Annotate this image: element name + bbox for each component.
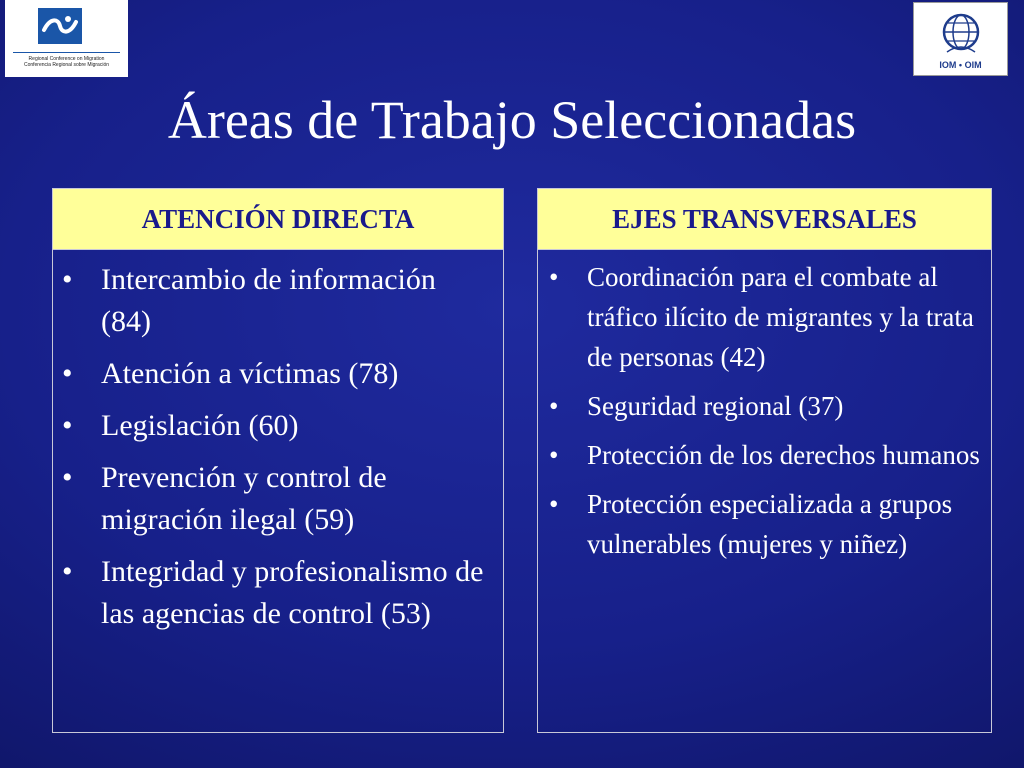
bullet-icon: • [549, 440, 559, 470]
bullet-icon: • [549, 391, 559, 421]
bullet-icon: • [62, 263, 73, 296]
list-item [53, 405, 503, 447]
rcm-logo-caption [5, 56, 128, 68]
iom-logo-label: IOM • OIM [939, 60, 982, 70]
rcm-logo-divider [13, 52, 120, 53]
list-item-text: Seguridad regional (37) [587, 391, 844, 421]
list-item [53, 551, 503, 635]
list-item-text: Prevención y control de migración ilegal (59) [101, 461, 387, 536]
list-item [538, 435, 991, 475]
list-item-text: Coordinación para el combate al tráfico ilícito de migrantes y la trata de personas (42) [587, 262, 974, 372]
list-item-text: Atención a víctimas (78) [101, 357, 399, 390]
bullet-icon: • [549, 262, 559, 292]
list-item [53, 457, 503, 541]
list-item-text: Protección especializada a grupos vulnerables (mujeres y niñez) [587, 489, 953, 559]
atencion-directa-panel [52, 188, 504, 733]
list-item-text: Intercambio de información (84) [101, 263, 436, 338]
atencion-directa-header: ATENCIÓN DIRECTA [53, 189, 503, 250]
ejes-transversales-list [538, 250, 991, 564]
list-item-text: Integridad y profesionalismo de las agencias de control (53) [101, 555, 484, 630]
list-item-text: Legislación (60) [101, 409, 299, 442]
bullet-icon: • [549, 489, 559, 519]
bullet-icon: • [62, 357, 73, 390]
rcm-logo [5, 0, 128, 77]
iom-globe-icon [941, 12, 981, 61]
list-item-text: Protección de los derechos humanos [587, 440, 980, 470]
bullet-icon: • [62, 461, 73, 494]
list-item [53, 259, 503, 343]
rcm-emblem-icon [38, 8, 82, 44]
iom-logo [913, 2, 1008, 76]
atencion-directa-list [53, 250, 503, 635]
bullet-icon: • [62, 409, 73, 442]
list-item [538, 386, 991, 426]
list-item [538, 257, 991, 377]
rcm-caption-es: Conferencia Regional sobre Migración [23, 62, 110, 68]
list-item [538, 484, 991, 564]
list-item [53, 353, 503, 395]
ejes-transversales-header: EJES TRANSVERSALES [538, 189, 991, 250]
bullet-icon: • [62, 555, 73, 588]
ejes-transversales-panel [537, 188, 992, 733]
slide-title: Áreas de Trabajo Seleccionadas [167, 90, 857, 150]
rcm-caption-en: Regional Conference on Migration [28, 56, 105, 62]
